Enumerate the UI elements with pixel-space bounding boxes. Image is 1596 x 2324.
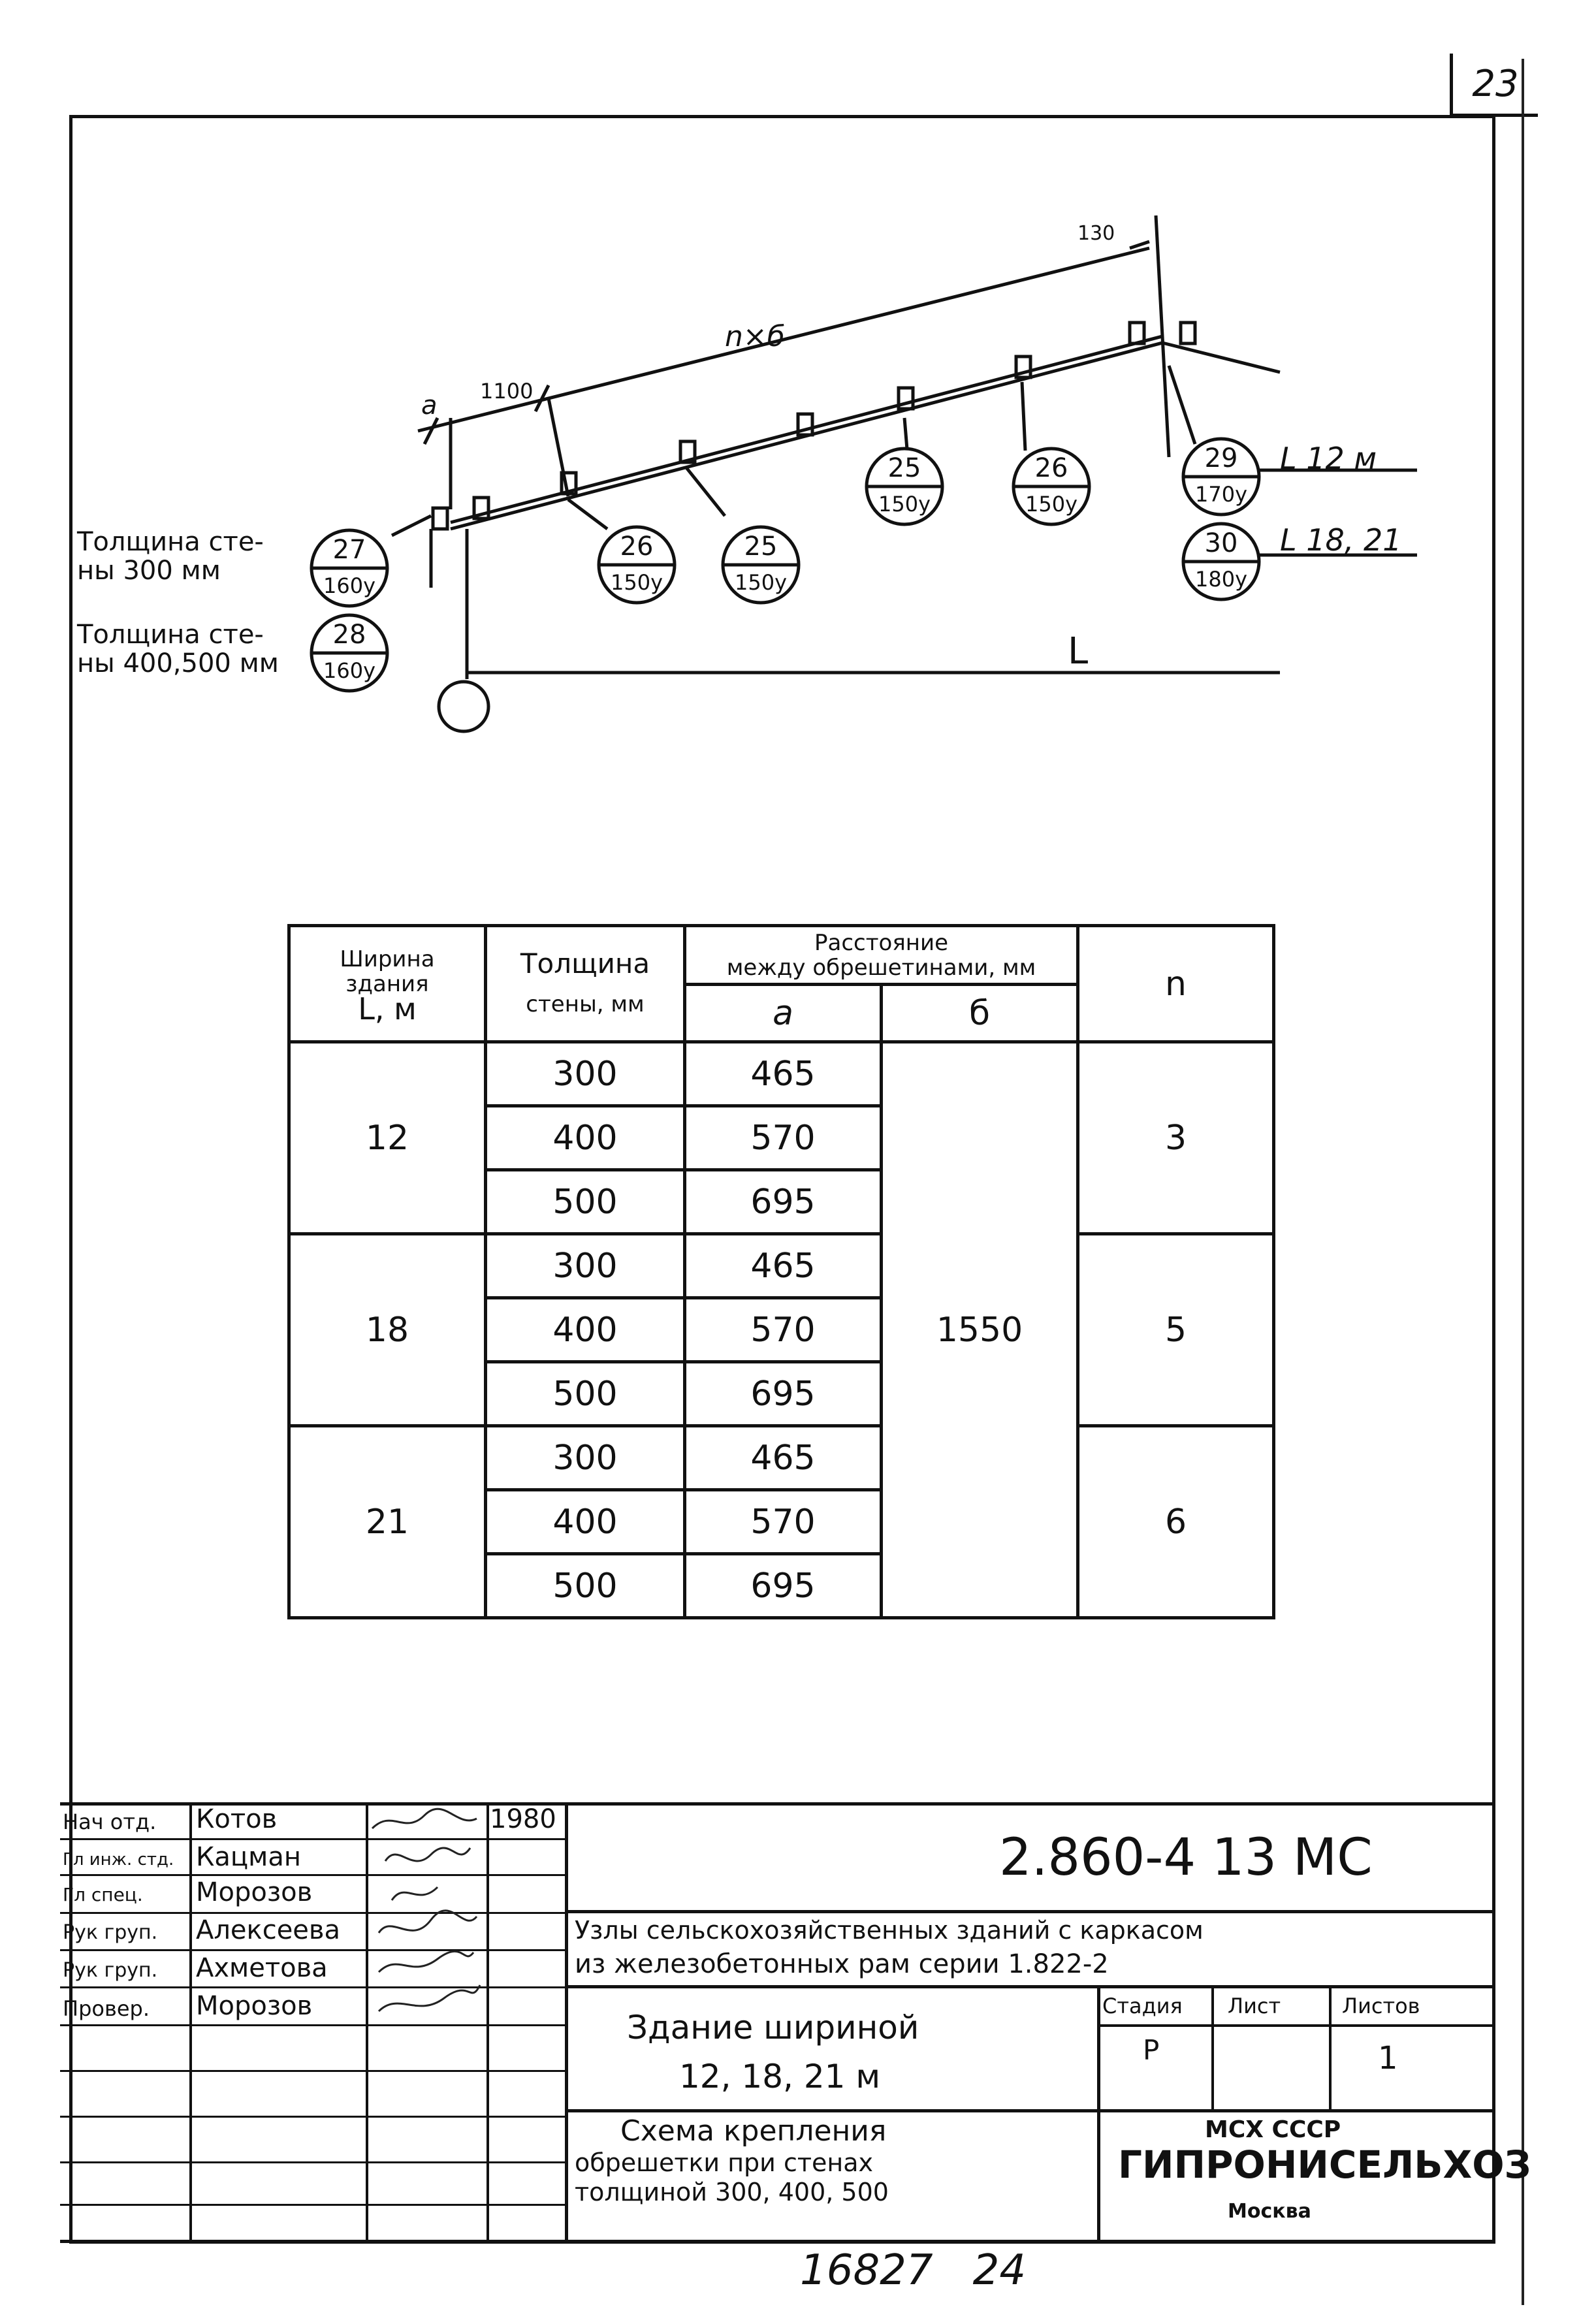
callout-26b-sheet: 150у: [1025, 492, 1077, 517]
name-1: Кацман: [196, 1842, 301, 1872]
callout-25b-sheet: 150у: [878, 492, 931, 517]
table-row: 465: [685, 1426, 882, 1490]
callout-28-sheet: 160у: [323, 658, 375, 683]
table-row: 695: [685, 1362, 882, 1426]
name-3: Алексеева: [196, 1915, 340, 1945]
role-3: Рук груп.: [63, 1921, 158, 1944]
table-row: 570: [685, 1298, 882, 1362]
label-L12: L 12 м: [1280, 441, 1377, 476]
table-row: 570: [685, 1490, 882, 1554]
table-row: 465: [685, 1234, 882, 1298]
table-row: 695: [685, 1170, 882, 1234]
table-row: 695: [685, 1554, 882, 1618]
tb-row-line: [60, 2161, 566, 2163]
callout-26a-sheet: 150у: [610, 570, 663, 595]
table-row: 570: [685, 1106, 882, 1170]
building-1: Здание шириной: [627, 2009, 919, 2046]
tb-row-line: [60, 2024, 566, 2026]
drawing-code: 2.860-4 13 МС: [999, 1828, 1373, 1887]
signatures: [366, 1802, 490, 2037]
cell-L-18: 18: [289, 1234, 486, 1426]
role-0: Нач отд.: [63, 1809, 157, 1834]
tb-row-line: [60, 1912, 566, 1914]
callout-27-num: 27: [332, 535, 366, 565]
wall-note-300-line2: ны 300 мм: [77, 556, 221, 586]
label-L18-21: L 18, 21: [1280, 522, 1402, 558]
label-130: 130: [1077, 222, 1115, 245]
table-row: 500: [486, 1362, 685, 1426]
header-distance: Расстояние между обрешетинами, мм: [685, 926, 1078, 985]
header-thickness: Толщина стены, мм: [486, 926, 685, 1042]
tb-hline-series: [566, 1910, 1495, 1913]
scheme-3: толщиной 300, 400, 500: [575, 2178, 889, 2206]
header-a: a: [685, 985, 882, 1042]
sheet-label: Лист: [1228, 1994, 1281, 2018]
table-row: 400: [486, 1490, 685, 1554]
label-a: a: [421, 390, 438, 421]
spacing-table: [287, 924, 1275, 1619]
callout-29-num: 29: [1204, 443, 1238, 473]
year: 1980: [490, 1804, 556, 1834]
callout-30-sheet: 180у: [1194, 567, 1247, 592]
tb-hline-scheme: [566, 2109, 1495, 2112]
callout-25a-sheet: 150у: [734, 570, 787, 595]
building-2: 12, 18, 21 м: [679, 2058, 881, 2095]
cell-L-12: 12: [289, 1042, 486, 1234]
callout-25b-num: 25: [887, 453, 921, 483]
label-L: L: [1068, 630, 1089, 673]
table-row: 500: [486, 1170, 685, 1234]
tb-hline-base: [60, 2240, 1495, 2243]
tb-row-line: [60, 1986, 566, 1988]
table-row: 465: [685, 1042, 882, 1106]
cell-n-5: 5: [1078, 1234, 1274, 1426]
cell-n-6: 6: [1078, 1426, 1274, 1618]
callout-30-num: 30: [1204, 528, 1238, 558]
tb-vline-sheets: [1329, 1986, 1332, 2110]
scheme-1: Схема крепления: [620, 2114, 887, 2148]
sheet-number: 23: [1450, 54, 1538, 117]
callout-28-num: 28: [332, 620, 366, 650]
table-row: 400: [486, 1106, 685, 1170]
wall-note-400-line1: Толщина сте-: [77, 620, 264, 650]
name-0: Котов: [196, 1804, 278, 1834]
header-b: б: [882, 985, 1078, 1042]
role-1: Гл инж. стд.: [63, 1850, 174, 1870]
wall-note-300-line1: Толщина сте-: [77, 527, 264, 557]
callout-26b-num: 26: [1034, 453, 1068, 483]
scheme-2: обрешетки при стенах: [575, 2148, 873, 2177]
series-title-2: из железобетонных рам серии 1.822-2: [575, 1949, 1109, 1979]
role-2: Гл спец.: [63, 1884, 143, 1905]
tb-row-line: [60, 1949, 566, 1951]
table-row: 300: [486, 1042, 685, 1106]
stage-value: Р: [1143, 2034, 1160, 2066]
table-row: 300: [486, 1426, 685, 1490]
org-1: МСХ СССР: [1205, 2116, 1341, 2143]
callout-27-sheet: 160у: [323, 573, 375, 598]
callout-26a-num: 26: [620, 532, 654, 562]
callout-25a-num: 25: [744, 532, 778, 562]
stage-label: Стадия: [1102, 1994, 1183, 2018]
tb-row-line: [60, 1838, 566, 1840]
sheets-value: 1: [1378, 2040, 1398, 2077]
tb-vline-1: [189, 1802, 192, 2244]
label-n-b: n×б: [725, 320, 785, 353]
tb-row-line: [60, 2204, 566, 2206]
org-3: Москва: [1228, 2200, 1311, 2223]
footer-number: 16827 24: [800, 2246, 1027, 2295]
series-title-1: Узлы сельскохозяйственных зданий с каркасом: [575, 1916, 1204, 1945]
tb-vline-4: [565, 1802, 568, 2244]
wall-note-400-line2: ны 400,500 мм: [77, 648, 279, 678]
label-1100: 1100: [480, 379, 534, 404]
name-2: Морозов: [196, 1877, 313, 1907]
tb-hline-stage: [1097, 2024, 1495, 2027]
header-n: n: [1078, 926, 1274, 1042]
tb-vline-sheet: [1211, 1986, 1214, 2110]
role-5: Провер.: [63, 1996, 150, 2021]
cell-L-21: 21: [289, 1426, 486, 1618]
table-row: 400: [486, 1298, 685, 1362]
cell-n-3: 3: [1078, 1042, 1274, 1234]
name-4: Ахметова: [196, 1953, 328, 1983]
tb-row-line: [60, 2070, 566, 2072]
name-5: Морозов: [196, 1991, 313, 2021]
org-2: ГИПРОНИСЕЛЬХОЗ: [1118, 2142, 1531, 2187]
tb-row-line: [60, 1874, 566, 1876]
header-width: Ширина здания L, м: [289, 926, 486, 1042]
tb-row-line: [60, 2116, 566, 2118]
role-4: Рук груп.: [63, 1959, 158, 1982]
table-row: 500: [486, 1554, 685, 1618]
tb-hline-building: [566, 1985, 1495, 1988]
sheets-label: Листов: [1342, 1994, 1420, 2018]
cell-b-value: 1550: [882, 1042, 1078, 1618]
table-row: 300: [486, 1234, 685, 1298]
callout-29-sheet: 170у: [1194, 482, 1247, 507]
